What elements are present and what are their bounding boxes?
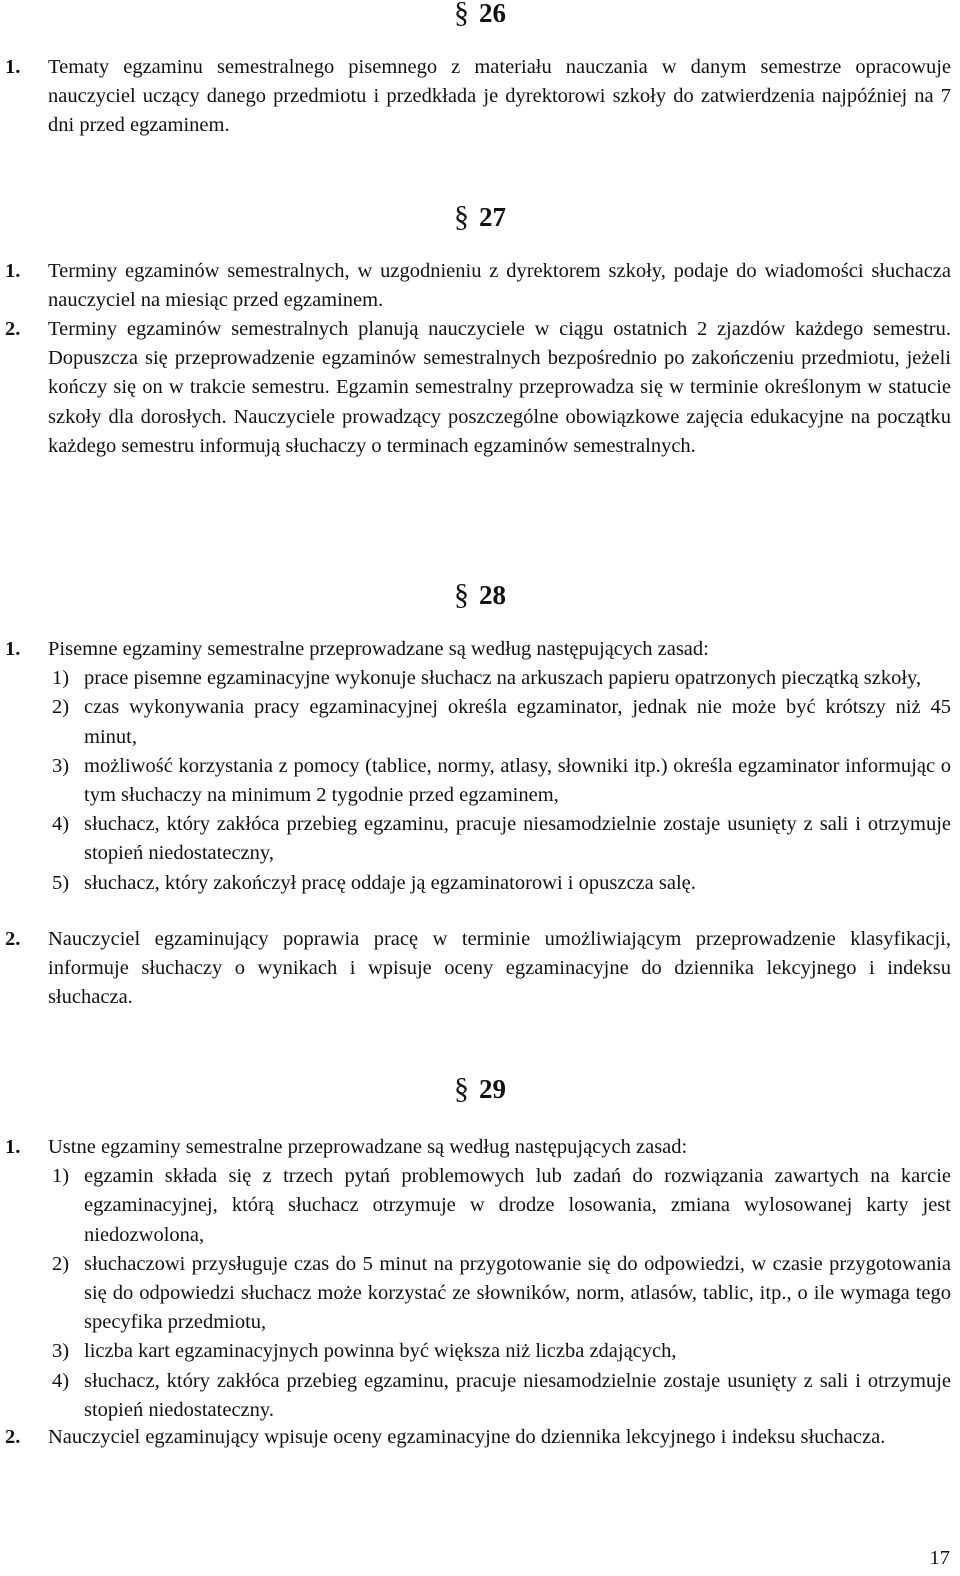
paragraph-number: 1. bbox=[5, 56, 21, 78]
item-text: słuchacz, który zakłóca przebieg egzaminu, pracuje niesamodzielnie zostaje usunięty z sali i otrzymuje stopień niedostateczny, bbox=[84, 813, 951, 865]
paragraph-28-2 bbox=[0, 925, 960, 1013]
section-heading-27 bbox=[0, 201, 960, 233]
list-item bbox=[52, 752, 951, 810]
item-number: 3) bbox=[52, 754, 70, 777]
section-number: 28 bbox=[479, 580, 506, 610]
paragraph-27-1 bbox=[0, 257, 960, 315]
item-text: czas wykonywania pracy egzaminacyjnej określa egzaminator, jednak nie może być krótszy niż 45 minut, bbox=[84, 696, 951, 748]
item-text: słuchacz, który zakończył pracę oddaje ją egzaminatorowi i opuszcza salę. bbox=[84, 871, 696, 894]
item-number: 4) bbox=[52, 1369, 70, 1392]
list-item bbox=[52, 664, 951, 693]
paragraph-text: Terminy egzaminów semestralnych planują nauczyciele w ciągu ostatnich 2 zjazdów każdego semestru. Dopuszcza się przeprowadzenie egzaminów semestralnych bezpośrednio po zakończeniu przedmiotu, jeżeli kończy się on w trakcie semestru. Egzamin semestralny przeprowadza się w terminie określonym w statucie szkoły dla dorosłych. Nauczyciele prowadzący poszczególne obowiązkowe zajęcia edukacyjne na początku każdego semestru informują słuchaczy o terminach egzaminów semestralnych. bbox=[48, 318, 951, 457]
item-number: 2) bbox=[52, 1252, 70, 1275]
section-number: 29 bbox=[479, 1074, 506, 1104]
list-item bbox=[52, 1250, 951, 1338]
paragraph-29-1 bbox=[0, 1133, 960, 1425]
paragraph-number: 2. bbox=[5, 1426, 21, 1448]
list-item bbox=[52, 869, 951, 898]
item-number: 5) bbox=[52, 871, 70, 894]
item-text: słuchaczowi przysługuje czas do 5 minut na przygotowanie się do odpowiedzi, w czasie przygotowania się do odpowiedzi słuchacz może korzystać ze słowników, norm, atlasów, tablic, itp., o ile wymaga tego specyfika przedmiotu, bbox=[84, 1252, 951, 1334]
section-sign: § bbox=[454, 1072, 469, 1105]
item-list bbox=[0, 1162, 960, 1425]
paragraph-text: Pisemne egzaminy semestralne przeprowadzane są według następujących zasad: bbox=[48, 638, 709, 660]
item-number: 1) bbox=[52, 667, 70, 690]
section-sign: § bbox=[454, 200, 469, 233]
item-number: 1) bbox=[52, 1165, 70, 1188]
item-list bbox=[0, 664, 960, 898]
item-text: liczba kart egzaminacyjnych powinna być większa niż liczba zdających, bbox=[84, 1340, 677, 1363]
paragraph-number: 1. bbox=[5, 638, 21, 660]
item-text: prace pisemne egzaminacyjne wykonuje słuchacz na arkuszach papieru opatrzonych pieczątką szkoły, bbox=[84, 667, 922, 690]
section-number: 26 bbox=[479, 0, 506, 28]
item-text: egzamin składa się z trzech pytań problemowych lub zadań do rozwiązania zawartych na karcie egzaminacyjnej, którą słuchacz otrzymuje w drodze losowania, zmiana wylosowanej karty jest niedozwolona, bbox=[84, 1165, 951, 1246]
paragraph-text: Nauczyciel egzaminujący wpisuje oceny egzaminacyjne do dziennika lekcyjnego i indeksu słuchacza. bbox=[48, 1426, 886, 1448]
paragraph-text: Ustne egzaminy semestralne przeprowadzane są według następujących zasad: bbox=[48, 1136, 688, 1158]
paragraph-text: Nauczyciel egzaminujący poprawia pracę w terminie umożliwiającym przeprowadzenie klasyfikacji, informuje słuchaczy o wynikach i wpisuje oceny egzaminacyjne do dziennika lekcyjnego i indeksu słuchacza. bbox=[48, 928, 951, 1009]
list-item bbox=[52, 1337, 951, 1366]
paragraph-number: 1. bbox=[5, 260, 21, 282]
item-number: 2) bbox=[52, 696, 70, 719]
paragraph-29-2 bbox=[0, 1423, 960, 1452]
paragraph-26-1 bbox=[0, 53, 960, 141]
section-sign: § bbox=[454, 578, 469, 611]
item-number: 4) bbox=[52, 813, 70, 836]
paragraph-number: 1. bbox=[5, 1136, 21, 1158]
section-heading-29 bbox=[0, 1073, 960, 1105]
section-heading-26 bbox=[0, 0, 960, 29]
item-number: 3) bbox=[52, 1340, 70, 1363]
list-item bbox=[52, 810, 951, 868]
paragraph-27-2 bbox=[0, 315, 960, 461]
paragraph-28-1 bbox=[0, 635, 960, 898]
list-item bbox=[52, 1162, 951, 1250]
item-text: możliwość korzystania z pomocy (tablice, normy, atlasy, słowniki itp.) określa egzaminator informując o tym słuchaczy na minimum 2 tygodnie przed egzaminem, bbox=[84, 754, 951, 807]
section-sign: § bbox=[454, 0, 469, 29]
paragraph-number: 2. bbox=[5, 928, 21, 950]
paragraph-number: 2. bbox=[5, 318, 21, 340]
section-heading-28 bbox=[0, 579, 960, 611]
item-text: słuchacz, który zakłóca przebieg egzaminu, pracuje niesamodzielnie zostaje usunięty z sali i otrzymuje stopień niedostateczny. bbox=[84, 1369, 951, 1421]
list-item bbox=[52, 1367, 951, 1425]
list-item bbox=[52, 693, 951, 751]
paragraph-text: Tematy egzaminu semestralnego pisemnego z materiału nauczania w danym semestrze opracowuje nauczyciel uczący danego przedmiotu i przedkłada je dyrektorowi szkoły do zatwierdzenia najpóźniej na 7 dni przed egzaminem. bbox=[48, 56, 951, 137]
section-number: 27 bbox=[479, 202, 506, 232]
paragraph-text: Terminy egzaminów semestralnych, w uzgodnieniu z dyrektorem szkoły, podaje do wiadomości słuchacza nauczyciel na miesiąc przed egzaminem. bbox=[48, 260, 951, 312]
page-number: 17 bbox=[929, 1547, 950, 1569]
